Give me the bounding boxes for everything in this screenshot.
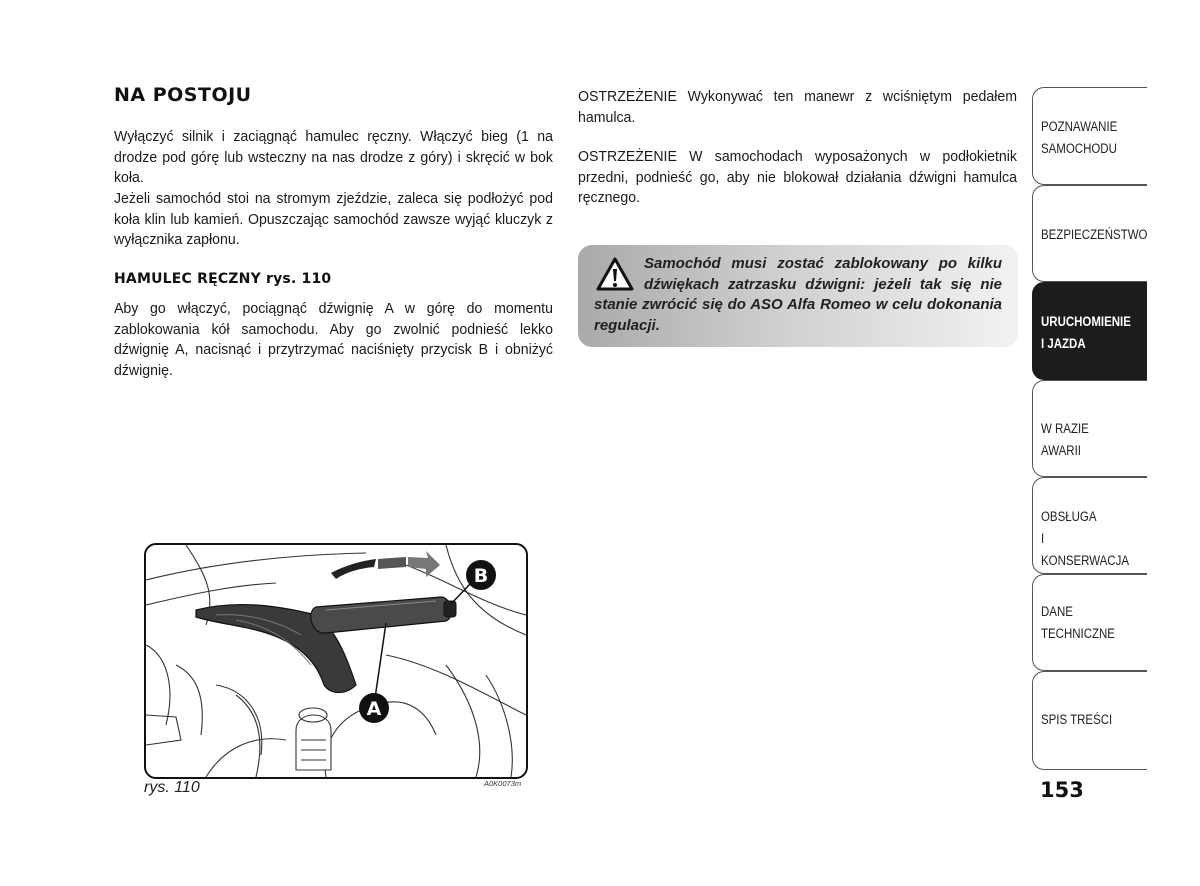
tab-dane-techniczne[interactable] [1032, 574, 1147, 671]
tab-label: W RAZIE AWARII [1041, 421, 1089, 458]
callout-b-label: B [473, 565, 489, 587]
handbrake-figure [144, 543, 528, 779]
warning-paragraph-1: OSTRZEŻENIE Wykonywać ten manewr z wciśniętym pedałem hamulca. [578, 88, 1017, 126]
tab-obsluga-i-konserwacja[interactable] [1032, 477, 1147, 574]
figure-code: A0K0073m [484, 779, 522, 788]
tab-label: URUCHOMIENIE I JAZDA [1041, 314, 1131, 351]
tab-label: BEZPIECZEŃSTWO [1041, 227, 1148, 242]
tab-label: POZNAWANIE SAMOCHODU [1041, 119, 1118, 156]
tab-spis-tresci[interactable] [1032, 671, 1147, 770]
warning-box [578, 245, 1018, 347]
tab-label: DANE TECHNICZNE [1041, 604, 1115, 641]
figure-caption: rys. 110 [144, 779, 200, 796]
tab-w-razie-awarii[interactable] [1032, 380, 1147, 477]
parking-paragraph-1: Wyłączyć silnik i zaciągnąć hamulec ręczny. Włączyć bieg (1 na drodze pod górę lub wsteczny na nas drodze z góry) i skręcić w bok koła. [114, 128, 553, 186]
handbrake-paragraph: Aby go włączyć, pociągnąć dźwignię A w górę do momentu zablokowania kół samochodu. Aby go zwolnić podnieść lekko dźwignię A, nacisnąć i przytrzymać naciśnięty przycisk B i obniżyć dźwignię. [114, 300, 553, 379]
parking-paragraph-2: Jeżeli samochód stoi na stromym zjeździe, zaleca się podłożyć pod koła klin lub kamień. Opuszczając samochód zawsze wyjąć kluczyk z wyłącznika zapłonu. [114, 190, 553, 248]
tab-uruchomienie-i-jazda[interactable] [1032, 282, 1147, 380]
tab-label: OBSŁUGA I KONSERWACJA [1041, 509, 1130, 568]
handbrake-illustration [146, 545, 526, 777]
tab-bezpieczenstwo[interactable] [1032, 185, 1147, 282]
warning-text [594, 254, 1002, 336]
warning-paragraph-2: OSTRZEŻENIE W samochodach wyposażonych w podłokietnik przedni, podnieść go, aby nie blokował działania dźwigni hamulca ręcznego. [578, 148, 1017, 206]
warning-text-content: Samochód musi zostać zablokowany po kilku dźwiękach zatrzasku dźwigni: jeżeli tak się nie stanie zwrócić się do ASO Alfa Romeo w celu dokonania regulacji. [594, 255, 1002, 334]
handbrake-subheading: HAMULEC RĘCZNY rys. 110 [114, 271, 332, 287]
callout-a-label: A [366, 698, 382, 720]
section-title: NA POSTOJU [114, 84, 252, 106]
tab-label: SPIS TREŚCI [1041, 712, 1113, 727]
tab-poznawanie-samochodu[interactable] [1032, 87, 1147, 185]
page-number: 153 [1040, 778, 1084, 802]
